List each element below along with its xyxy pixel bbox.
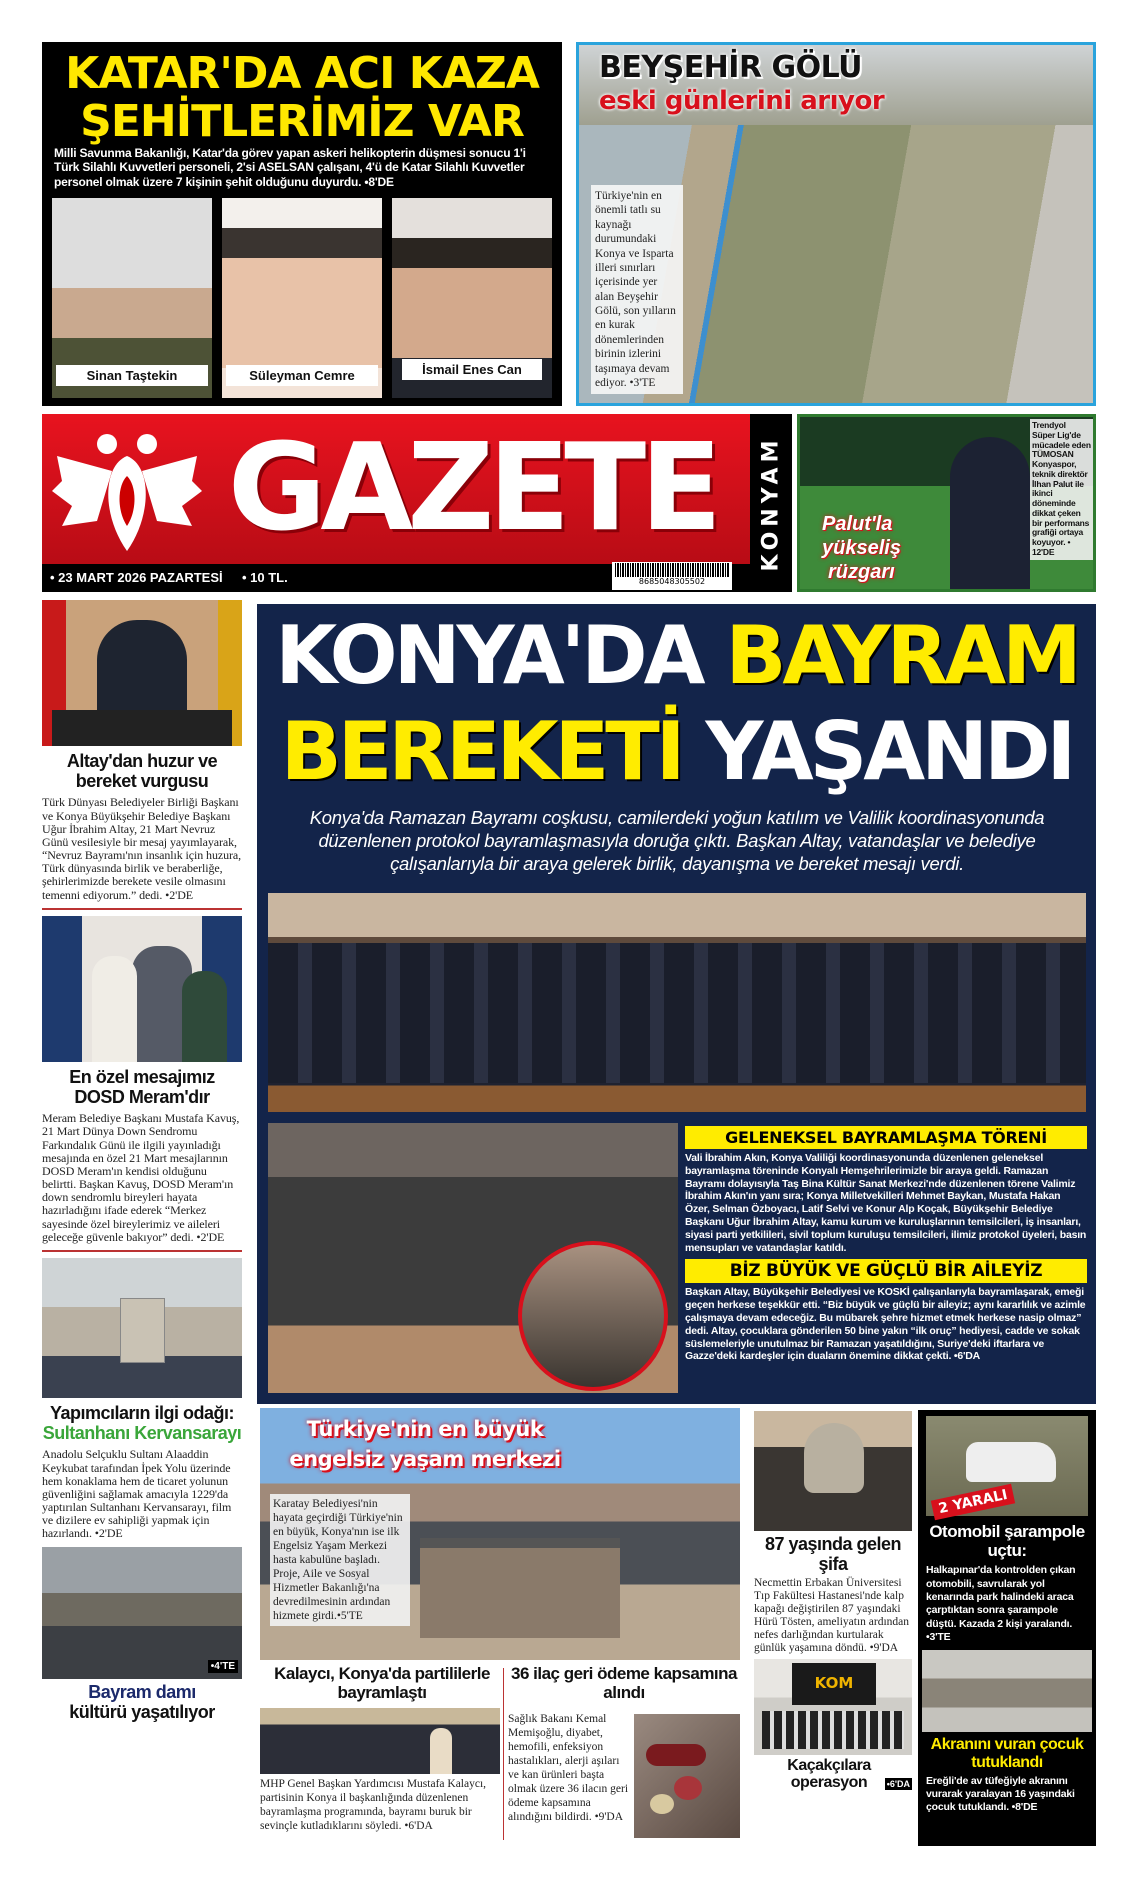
beysehir-headline-2: eski günlerini arıyor [599,86,885,116]
injury-badge: 2 YARALI [931,1484,1015,1521]
barcode [612,562,732,590]
masthead-title: GAZETE [227,419,717,558]
akran-headline: Akranını vuran çocuk tutuklandı [930,1735,1084,1771]
konyam-label: KONYAM [758,435,784,571]
beysehir-story[interactable] [576,42,1096,406]
sultanhani-photo [42,1258,242,1398]
masthead [42,414,792,592]
otomobil-headline: Otomobil şarampole uçtu: [929,1522,1085,1561]
engelsiz-text: Karatay Belediyesi'nin hayata geçirdiği Türkiye'nin en büyük, Konya'nın ise ilk Engelsiz Yaşam Merkezi hasta kabulüne başladı. Proje, Aile ve Sosyal Hizmetler Bakanlığı'na devredilmesinin ardından hizmete girdi.•5'TE [270,1494,410,1626]
engelsiz-headline-2: engelsiz yaşam merkezi [289,1447,561,1471]
main-headline-2b: YAŞANDI [705,705,1073,798]
section-1-title: GELENEKSEL BAYRAMLAŞMA TÖRENİ [685,1126,1087,1149]
barcode-bars [615,563,729,577]
divider [503,1668,504,1840]
bayram-dami-headline-a: Bayram damı [88,1681,196,1702]
main-headline-1b: BAYRAM [725,609,1078,702]
sifa-column [754,1411,912,1792]
divider [42,908,242,910]
ilac-text: Sağlık Bakanı Kemal Memişoğlu, diyabet, hemofili, enfeksiyon hastalıkları, alerji aşıları ve kan ürünleri başta olmak üzere 36 ilacın geri ödeme kapsamına alındığını bildirdi. •9'DA [508,1713,629,1824]
akran-text: Ereğli'de av tüfeğiyle akranını vurarak yaralayan 16 yaşındaki çocuk tutuklandı. •8'DE [926,1774,1075,1814]
beysehir-text: Türkiye'nin en önemli tatlı su kaynağı durumundaki Konya ve Isparta illeri sınırları içerisinde yer alan Beyşehir Gölü, son yılların en kurak dönemlerinden birinin izlerini taşımaya devam ediyor. •3'TE [591,185,683,394]
barcode-number: 8685048305502 [638,577,706,586]
main-headline-2a: BEREKETİ [280,705,682,798]
katar-headline-2: ŞEHİTLERİMİZ VAR [80,96,524,147]
coach-figure [950,437,1030,592]
sultanhani-headline-b: Sultanhanı Kervansarayı [42,1423,242,1444]
palut-story[interactable] [797,414,1096,592]
katar-photo-2 [222,198,382,398]
dosd-text: Meram Belediye Başkanı Mustafa Kavuş, 21 Mart Dünya Down Sendromu Farkındalık Günü ile ilgili yayınladığı mesajında en özel 21 Mart mesajlarının DOSD Meram'ın kendisi olduğunu belirtti. Başkan Kavuş, DOSD Meram'ın down sendromlu bireyleri hayata hazırladığını ifade ederek “Merkez sayesinde özel bireylerimiz ve aileleri geleceğe güvenle bakıyor” dedi. •2'DE [42,1111,240,1244]
otomobil-text: Halkapınar'da kontrolden çıkan otomobili, savrularak yol kenarında park halindeki araca çarptıktan sonra şarampole düştü. Kazada 2 kişi yaralandı. •3'TE [926,1564,1076,1644]
altay-text: Türk Dünyası Belediyeler Birliği Başkanı ve Konya Büyükşehir Belediye Başkanı Uğur İbrahim Altay, 21 Mart Nevruz Günü vesilesiyle bir mesaj yayımlayarak, “Nevruz Bayramı'nın insanlık için huzura, Türk dünyasında birlik ve beraberliğe, şehirlerimizde berekete vesile olmasını temenni ediyorum.” dedi. •2'DE [42,795,241,902]
katar-headline-1: KATAR'DA ACI KAZA [65,48,539,99]
pills-photo [634,1714,740,1838]
main-sections [685,1126,1087,1363]
kacakci-photo [754,1659,912,1755]
name-label: Sinan Taştekin [56,365,208,386]
katar-photo-1 [52,198,212,398]
page-ref: •4'TE [208,1660,238,1673]
ilac-headline: 36 ilaç geri ödeme kapsamına alındı [510,1664,737,1703]
dosd-photo [42,916,242,1062]
beysehir-headline-1: BEYŞEHİR GÖLÜ [599,50,863,85]
sifa-photo [754,1411,912,1531]
main-protocol-photo [268,893,1086,1112]
kalayci-headline: Kalaycı, Konya'da partililerle bayramlaştı [274,1664,490,1703]
katar-text: Milli Savunma Bakanlığı, Katar'da görev yapan askeri helikopterin düşmesi sonucu 1'i Türk Silahlı Kuvvetleri personeli, 2'si ASELSAN çalışanı, 4'ü de Katar Silahlı Kuvvetler personel olmak üzere 7 kişinin şehit olduğunu duyurdu. •8'DE [54,146,526,189]
masthead-red [42,414,750,564]
palut-headline-2: yükseliş [822,537,901,559]
section-1-text: Vali İbrahim Akın, Konya Valiliği koordinasyonunda düzenlenen geleneksel bayramlaşma töreninde Konyalı Hemşehrilerimizle bir araya geldi. Ramazan Bayramı dolayısıyla Taş Bina Kültür Sanat Merkezi'nde düzenlenen törene Valimiz İbrahim Akın'ın yanı sıra; Konya Milletvekilleri Mehmet Baykan, Mustafa Hakan Özer, Selman Özboyacı, Latif Selvi ve Konur Alp Koçak, Büyükşehir Belediye Başkanı Uğur İbrahim Altay, kamu kurum ve kuruluşlarının temsilcileri, iş insanları, siyasi parti yetkilileri, sivil toplum kuruluşu temsilcileri, ilimiz protokol üyeleri, basın mensupları ve vatandaşlar katıldı. [685,1152,1087,1254]
sifa-headline: 87 yaşında gelen şifa [764,1534,902,1575]
kacakci-caption [754,1755,912,1793]
kacakci-headline: Kaçakçılara operasyon [787,1756,871,1792]
left-column [42,600,242,1722]
issue-price: • 10 TL. [242,570,288,585]
otomobil-story[interactable] [918,1410,1096,1846]
altay-headline: Altay'dan huzur ve bereket vurgusu [66,751,218,792]
palut-text: Trendyol Süper Lig'de mücadele eden TÜMOSAN Konyaspor, teknik direktör İlhan Palut ile ikinci döneminde dikkat çeken bir performans grafiği ortaya koyuyor. • 12'DE [1030,419,1093,560]
kalayci-photo [260,1708,500,1774]
eagle-logo-icon [52,426,202,556]
bayram-dami-headline-b: kültürü yaşatılıyor [69,1701,215,1722]
dosd-headline: En özel mesajımız DOSD Meram'dır [69,1066,215,1107]
engelsiz-headline-1: Türkiye'nin en büyük [306,1417,544,1441]
main-crowd-photo [268,1123,678,1393]
divider [42,1250,242,1252]
section-2-title: BİZ BÜYÜK VE GÜÇLÜ BİR AİLEYİZ [685,1259,1087,1283]
katar-photo-3 [392,198,552,398]
main-story[interactable] [257,604,1096,1404]
kalayci-text: MHP Genel Başkan Yardımcısı Mustafa Kalaycı, partisinin Konya il başkanlığında düzenlenen bayramlaşma programında, bayramı buruk bir sevinçle kutladıklarını söyledi. •6'DA [260,1778,487,1833]
handshake-inset [518,1241,668,1391]
main-subtitle: Konya'da Ramazan Bayramı coşkusu, camilerdeki yoğun katılım ve Valilik koordinasyonunda düzenlenen protokol bayramlaşmasıyla doruğa çıktı. Başkan Altay, vatandaşlar ve belediye çalışanlarıyla bir araya gelerek birlik, dayanışma ve bereket mesajı verdi. [309,807,1045,875]
page-ref: •6'DA [886,1779,910,1790]
palut-headline-3: rüzgarı [828,561,895,583]
main-headline-line-1 [257,609,1096,702]
name-label: Süleyman Cemre [226,365,378,386]
main-headline-line-2 [257,705,1096,798]
palut-headline-1: Palut'la [822,513,893,535]
masthead-side [750,414,792,592]
bayram-dami-photo [42,1547,242,1679]
akran-photo [922,1650,1092,1732]
sultanhani-text: Anadolu Selçuklu Sultanı Alaaddin Keykubat tarafından İpek Yolu üzerinde hem konaklama hem de ticaret yolunun güvenliğini sağlamak amacıyla 1229'da yaptırılan Sultanhanı Kervansarayı, film ve dizilere ev sahipliği yapmak için hazırlandı. •2'DE [42,1447,232,1541]
issue-date: • 23 MART 2026 PAZARTESİ [50,570,223,585]
name-label: İsmail Enes Can [402,359,542,380]
main-headline-1a: KONYA'DA [275,609,702,702]
kom-sign: KOM [814,1673,854,1692]
engelsiz-story[interactable] [260,1408,740,1660]
sultanhani-headline-a: Yapımcıların ilgi odağı: [49,1403,235,1423]
katar-story[interactable] [42,42,562,406]
section-2-text: Başkan Altay, Büyükşehir Belediyesi ve KOSKİ çalışanlarıyla bayramlaşarak, emeği geçen herkese teşekkür etti. “Biz büyük ve güçlü bir aileyiz; aynı kararlılık ve azimle çalışmaya devam edeceğiz. Bu mübarek şehre hizmet etmek herkese nasip olmaz” dedi. Altay, çocuklara gönderilen 50 bine yakın “ilk oruç” hediyesi, cadde ve sokak süslemeleriyle unutulmaz bir Ramazan yaşatıldığını, Suriye'deki iftarlara ve Gazze'deki kardeşler için duaların önemine dikkat çekti. •6'DA [685,1286,1086,1363]
sultanhani-headline [42,1403,242,1443]
sifa-text: Necmettin Erbakan Üniversitesi Tıp Fakültesi Hastanesi'nde kalp kapağı değiştirilen 87 yaşındaki Hürü Tösten, ameliyatın ardından nefes darlığından kurtularak günlük yaşamına döndü. •9'DA [754,1577,909,1654]
altay-photo [42,600,242,746]
